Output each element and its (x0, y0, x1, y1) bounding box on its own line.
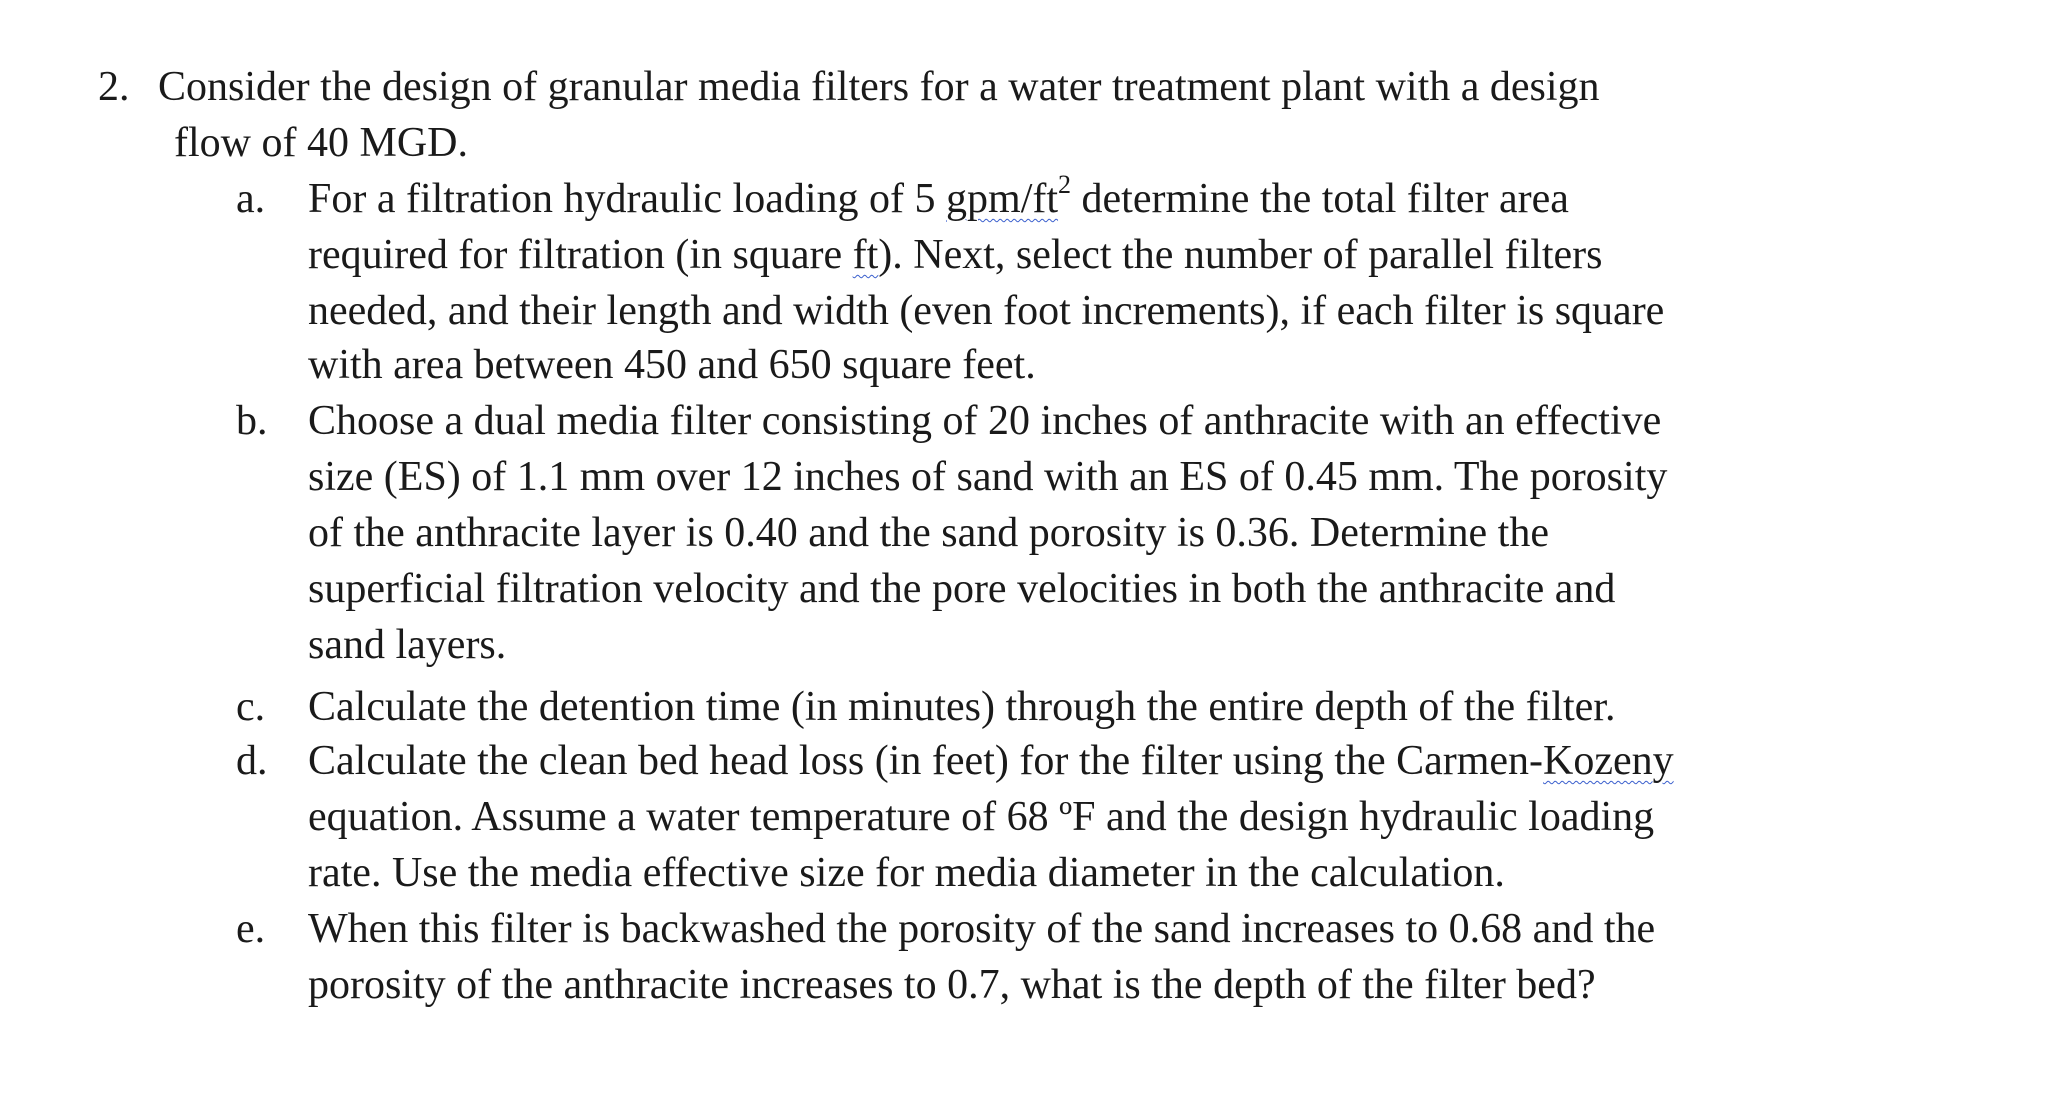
item-d-marker: d. (236, 738, 268, 784)
question-line-1: Consider the design of granular media filters for a water treatment plant with a design (158, 64, 1600, 110)
item-a-line-1-post: determine the total filter area (1071, 176, 1569, 222)
unit-ft: ft (852, 232, 879, 278)
item-e-line-1: When this filter is backwashed the porosity of the sand increases to 0.68 and the (308, 906, 1656, 952)
item-e-line-2: porosity of the anthracite increases to 0.7, what is the depth of the filter bed? (308, 962, 1596, 1008)
item-a-marker: a. (236, 176, 266, 222)
question-line-2: flow of 40 MGD. (174, 120, 468, 166)
item-b-line-1: Choose a dual media filter consisting of 20 inches of anthracite with an effective (308, 398, 1662, 444)
item-e-marker: e. (236, 906, 266, 952)
item-a-line-1 (308, 170, 1569, 224)
item-d-line-3: rate. Use the media effective size for media diameter in the calculation. (308, 850, 1505, 896)
unit-gpm-ft: gpm/ft (946, 176, 1059, 222)
item-c-line-1: Calculate the detention time (in minutes) through the entire depth of the filter. (308, 684, 1616, 730)
item-a-line-2-post: ). Next, select the number of parallel filters (878, 232, 1603, 278)
item-a-line-2 (308, 230, 1603, 280)
item-d-line-1 (308, 736, 1674, 786)
item-b-marker: b. (236, 398, 268, 444)
item-b-line-2: size (ES) of 1.1 mm over 12 inches of sand with an ES of 0.45 mm. The porosity (308, 454, 1668, 500)
item-b-line-3: of the anthracite layer is 0.40 and the sand porosity is 0.36. Determine the (308, 510, 1549, 556)
item-b-line-4: superficial filtration velocity and the pore velocities in both the anthracite and (308, 566, 1616, 612)
item-d-line-1-pre: Calculate the clean bed head loss (in feet) for the filter using the Carmen- (308, 738, 1544, 784)
word-kozeny: Kozeny (1543, 738, 1674, 784)
item-a-line-1-pre: For a filtration hydraulic loading of 5 (308, 176, 947, 222)
item-a-line-2-pre: required for filtration (in square (308, 232, 853, 278)
item-c-marker: c. (236, 684, 266, 730)
item-b-line-5: sand layers. (308, 622, 507, 668)
item-a-line-4: with area between 450 and 650 square feet. (308, 342, 1036, 388)
item-a-line-3: needed, and their length and width (even foot increments), if each filter is square (308, 288, 1665, 334)
item-d-line-2: equation. Assume a water temperature of 68 ºF and the design hydraulic loading (308, 794, 1655, 840)
question-number: 2. (98, 64, 130, 110)
unit-superscript: 2 (1058, 170, 1072, 199)
